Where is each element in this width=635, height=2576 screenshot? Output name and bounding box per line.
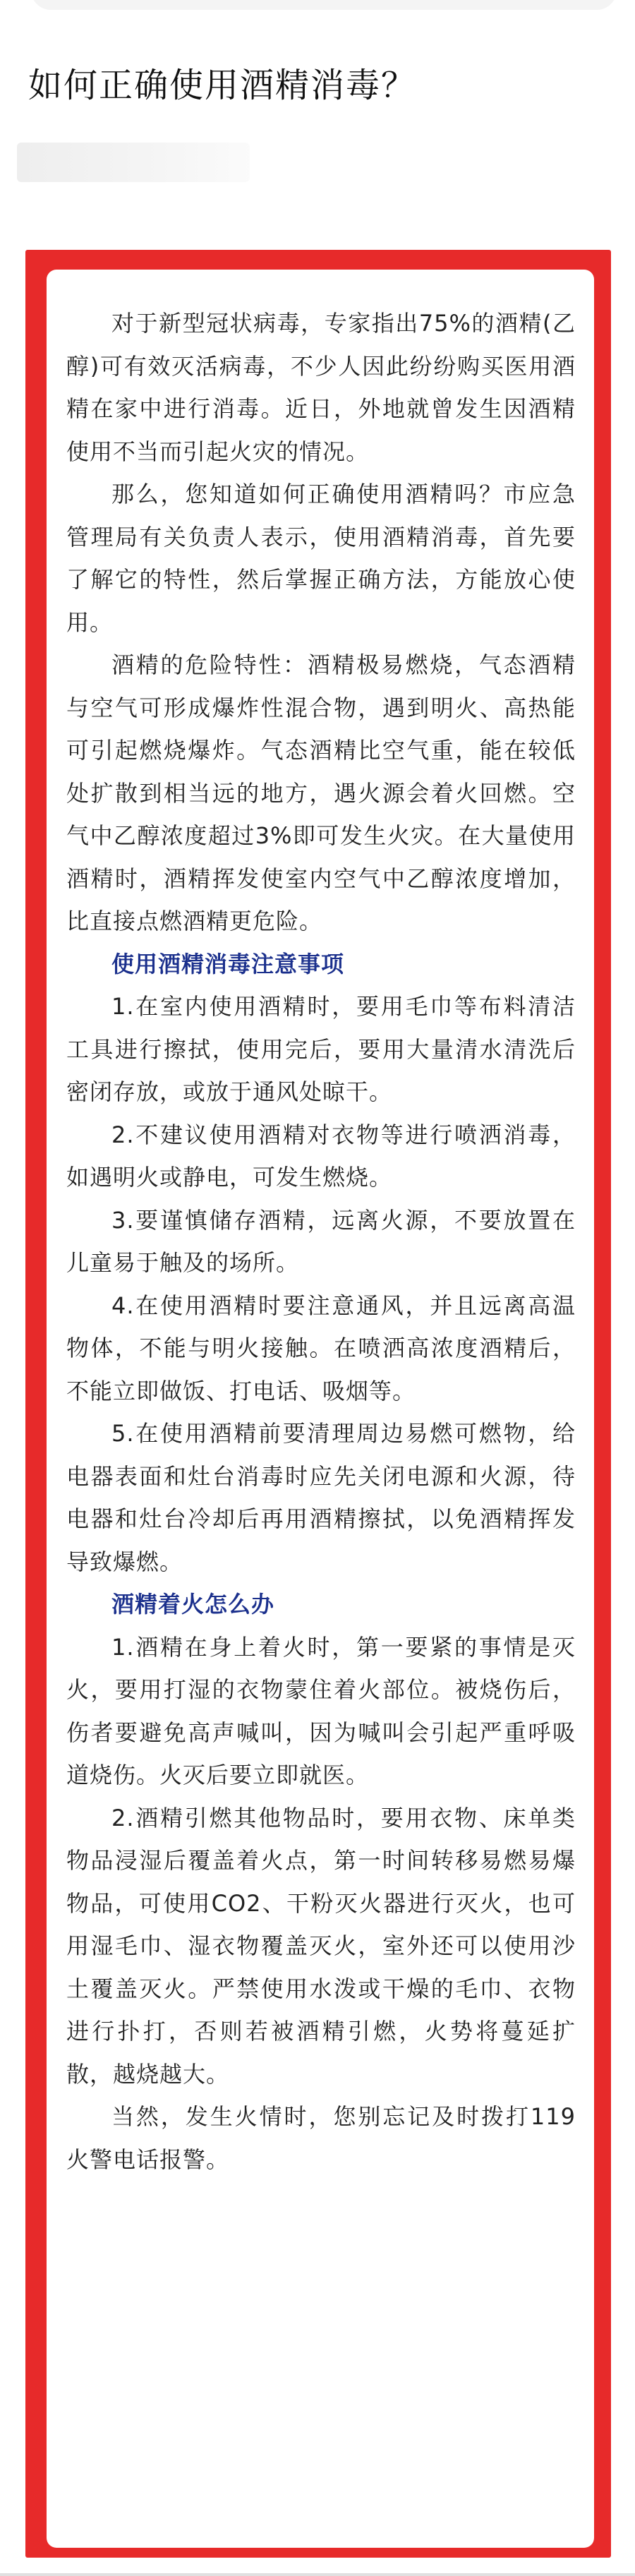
precaution-item-5: 5.在使用酒精前要清理周边易燃可燃物，给电器表面和灶台消毒时应先关闭电源和火源，待电器和灶台冷却后再用酒精擦拭，以免酒精挥发导致爆燃。 xyxy=(66,1420,576,1575)
closing-paragraph: 当然，发生火情时，您别忘记及时拨打119火警电话报警。 xyxy=(66,2103,576,2173)
precaution-item-4: 4.在使用酒精时要注意通风，并且远离高温物体，不能与明火接触。在喷洒高浓度酒精后，不能立即做饭、打电话、吸烟等。 xyxy=(66,1292,576,1404)
section-heading-precautions: 使用酒精消毒注意事项 xyxy=(111,950,345,977)
notice-frame xyxy=(25,250,611,2558)
fire-response-item-1: 1.酒精在身上着火时，第一要紧的事情是灭火，要用打湿的衣物蒙住着火部位。被烧伤后，伤者要避免高声喊叫，因为喊叫会引起严重呼吸道烧伤。火灭后要立即就医。 xyxy=(66,1633,576,1788)
precaution-item-3: 3.要谨慎储存酒精，远离火源，不要放置在儿童易于触及的场所。 xyxy=(66,1206,576,1276)
precaution-item-2: 2.不建议使用酒精对衣物等进行喷洒消毒，如遇明火或静电，可发生燃烧。 xyxy=(66,1121,576,1191)
search-bar-remnant[interactable] xyxy=(31,0,617,10)
precaution-item-1: 1.在室内使用酒精时，要用毛巾等布料清洁工具进行擦拭，使用完后，要用大量清水清洗后密闭存放，或放于通风处晾干。 xyxy=(66,993,576,1105)
fire-response-item-2: 2.酒精引燃其他物品时，要用衣物、床单类物品浸湿后覆盖着火点，第一时间转移易燃易爆物品，可使用CO2、干粉灭火器进行灭火，也可用湿毛巾、湿衣物覆盖灭火，室外还可以使用沙土覆盖灭火。严禁使用水泼或干燥的毛巾、衣物进行扑打，否则若被酒精引燃，火势将蔓延扩散，越烧越大。 xyxy=(66,1804,576,2088)
notice-card xyxy=(47,270,594,2548)
blurred-author-meta xyxy=(17,143,250,182)
page-title: 如何正确使用酒精消毒？ xyxy=(28,66,417,105)
question-paragraph: 那么，您知道如何正确使用酒精吗？市应急管理局有关负责人表示，使用酒精消毒，首先要了解它的特性，然后掌握正确方法，方能放心使用。 xyxy=(66,481,576,636)
intro-paragraph: 对于新型冠状病毒，专家指出75%的酒精(乙醇)可有效灭活病毒，不少人因此纷纷购买医用酒精在家中进行消毒。近日，外地就曾发生因酒精使用不当而引起火灾的情况。 xyxy=(66,310,576,465)
section-heading-fire-response: 酒精着火怎么办 xyxy=(111,1591,275,1618)
hazard-paragraph: 酒精的危险特性：酒精极易燃烧，气态酒精与空气可形成爆炸性混合物，遇到明火、高热能可引起燃烧爆炸。气态酒精比空气重，能在较低处扩散到相当远的地方，遇火源会着火回燃。空气中乙醇浓度超过3%即可发生火灾。在大量使用酒精时，酒精挥发使室内空气中乙醇浓度增加，比直接点燃酒精更危险。 xyxy=(66,651,576,934)
bottom-divider xyxy=(0,2573,635,2576)
